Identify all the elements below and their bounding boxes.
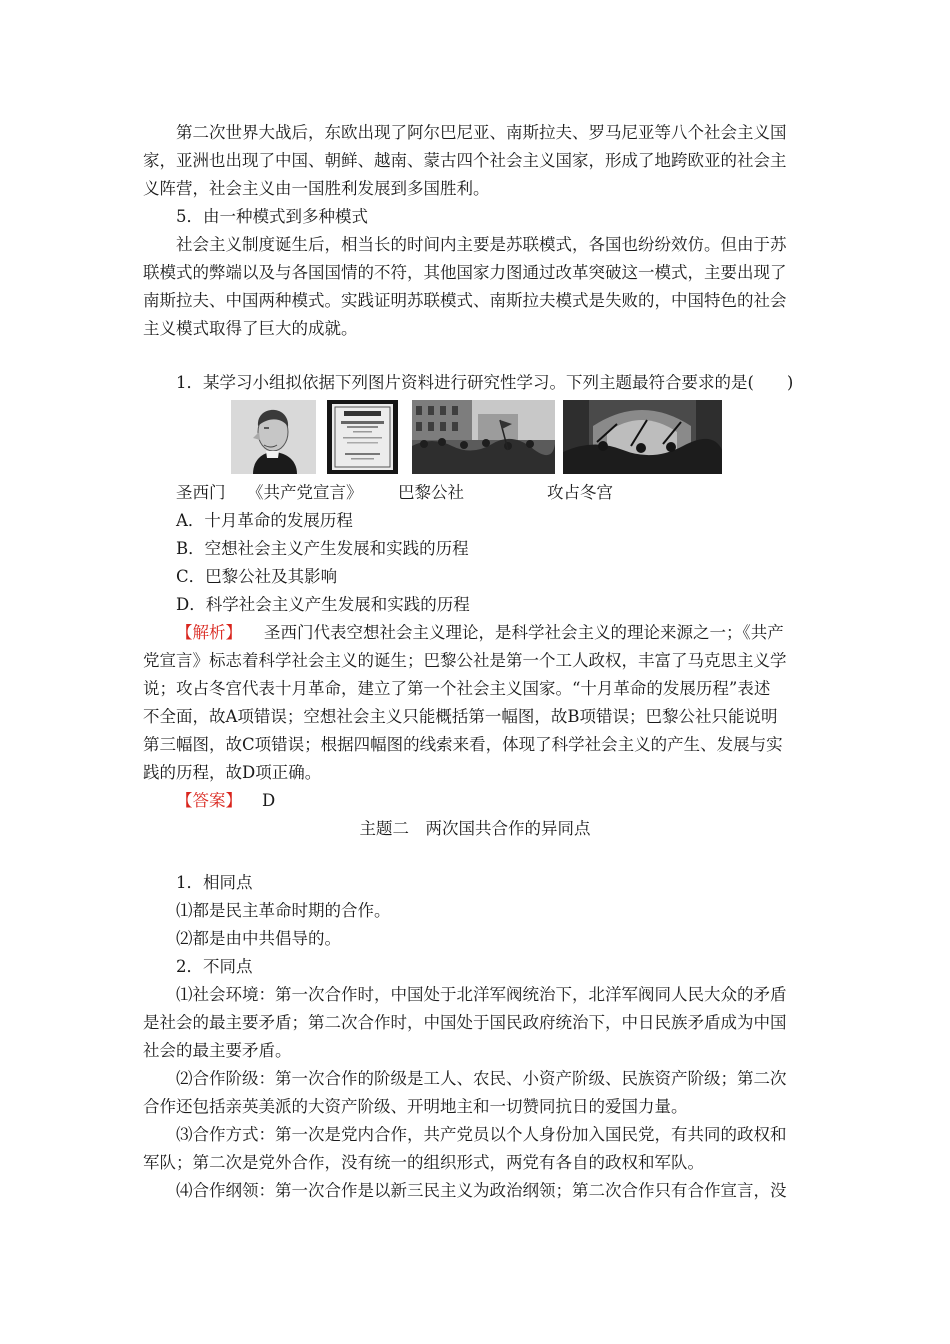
paragraph-line: 第二次世界大战后，东欧出现了阿尔巴尼亚、南斯拉夫、罗马尼亚等八个社会主义国 [176, 123, 787, 142]
answer-line [176, 790, 816, 816]
caption-paris-commune: 巴黎公社 [398, 483, 464, 502]
analysis-line: 不全面，故A项错误；空想社会主义只能概括第一幅图，故B项错误；巴黎公社只能说明 [143, 707, 778, 726]
paragraph-line: 社会主义制度诞生后，相当长的时间内主要是苏联模式，各国也纷纷效仿。但由于苏 [176, 235, 787, 254]
paragraph-line: 是社会的最主要矛盾；第二次合作时，中国处于国民政府统治下，中日民族矛盾成为中国 [143, 1013, 787, 1032]
answer-tag: 【答案】 [176, 791, 242, 810]
subheading: 5．由一种模式到多种模式 [176, 207, 368, 226]
analysis-line: 说；攻占冬宫代表十月革命，建立了第一个社会主义国家。“十月革命的发展历程”表述 [143, 679, 771, 698]
paragraph-line: ⑵合作阶级：第一次合作的阶级是工人、农民、小资产阶级、民族资产阶级；第二次 [176, 1069, 787, 1088]
paragraph-line: 军队；第二次是党外合作，没有统一的组织形式，两党有各自的政权和军队。 [143, 1153, 704, 1172]
analysis-line: 第三幅图，故C项错误；根据四幅图的线索来看，体现了科学社会主义的产生、发展与实 [143, 735, 783, 754]
storming-winter-palace-scene [563, 400, 722, 474]
caption-saint-simon: 圣西门 [176, 483, 226, 502]
caption-manifesto: 《共产党宣言》 [247, 483, 363, 502]
question-stem: 1．某学习小组拟依据下列图片资料进行研究性学习。下列主题最符合要求的是( ) [176, 373, 794, 392]
paragraph-line: 主义模式取得了巨大的成就。 [143, 319, 358, 338]
analysis-line: 践的历程，故D项正确。 [143, 763, 322, 782]
analysis-tag: 【解析】 [176, 623, 242, 642]
analysis-first-line [176, 622, 816, 648]
paragraph-line: ⑷合作纲领：第一次合作是以新三民主义为政治纲领；第二次合作只有合作宣言，没 [176, 1181, 787, 1200]
paragraph-line: 合作还包括亲英美派的大资产阶级、开明地主和一切赞同抗日的爱国力量。 [143, 1097, 688, 1116]
paris-commune-scene [412, 400, 555, 474]
caption-winter-palace: 攻占冬宫 [547, 483, 613, 502]
analysis-text: 圣西门代表空想社会主义理论，是科学社会主义的理论来源之一；《共产 [264, 623, 784, 642]
option-a: A．十月革命的发展历程 [176, 511, 353, 530]
option-d: D．科学社会主义产生发展和实践的历程 [176, 595, 470, 614]
paragraph-line: 社会的最主要矛盾。 [143, 1041, 292, 1060]
paragraph-line: ⑶合作方式：第一次是党内合作，共产党员以个人身份加入国民党，有共同的政权和 [176, 1125, 787, 1144]
option-b: B．空想社会主义产生发展和实践的历程 [176, 539, 469, 558]
paragraph-line: ⑴社会环境：第一次合作时，中国处于北洋军阀统治下，北洋军阀同人民大众的矛盾 [176, 985, 787, 1004]
paragraph-line: 家，亚洲也出现了中国、朝鲜、越南、蒙古四个社会主义国家，形成了地跨欧亚的社会主 [143, 151, 787, 170]
analysis-line: 党宣言》标志着科学社会主义的诞生；巴黎公社是第一个工人政权，丰富了马克思主义学 [143, 651, 787, 670]
paragraph-line: 义阵营，社会主义由一国胜利发展到多国胜利。 [143, 179, 490, 198]
saint-simon-portrait [231, 400, 316, 474]
subheading: 1．相同点 [176, 873, 253, 892]
communist-manifesto-cover [327, 400, 398, 474]
option-c: C．巴黎公社及其影响 [176, 567, 338, 586]
section-title: 主题二 两次国共合作的异同点 [359, 819, 591, 838]
paragraph-line: 联模式的弊端以及与各国国情的不符，其他国家力图通过改革突破这一模式，主要出现了 [143, 263, 787, 282]
list-item: ⑴都是民主革命时期的合作。 [176, 901, 391, 920]
subheading: 2．不同点 [176, 957, 253, 976]
answer-value: D [262, 791, 276, 810]
image-captions [0, 482, 950, 508]
list-item: ⑵都是由中共倡导的。 [176, 929, 341, 948]
paragraph-line: 南斯拉夫、中国两种模式。实践证明苏联模式、南斯拉夫模式是失败的，中国特色的社会 [143, 291, 787, 310]
